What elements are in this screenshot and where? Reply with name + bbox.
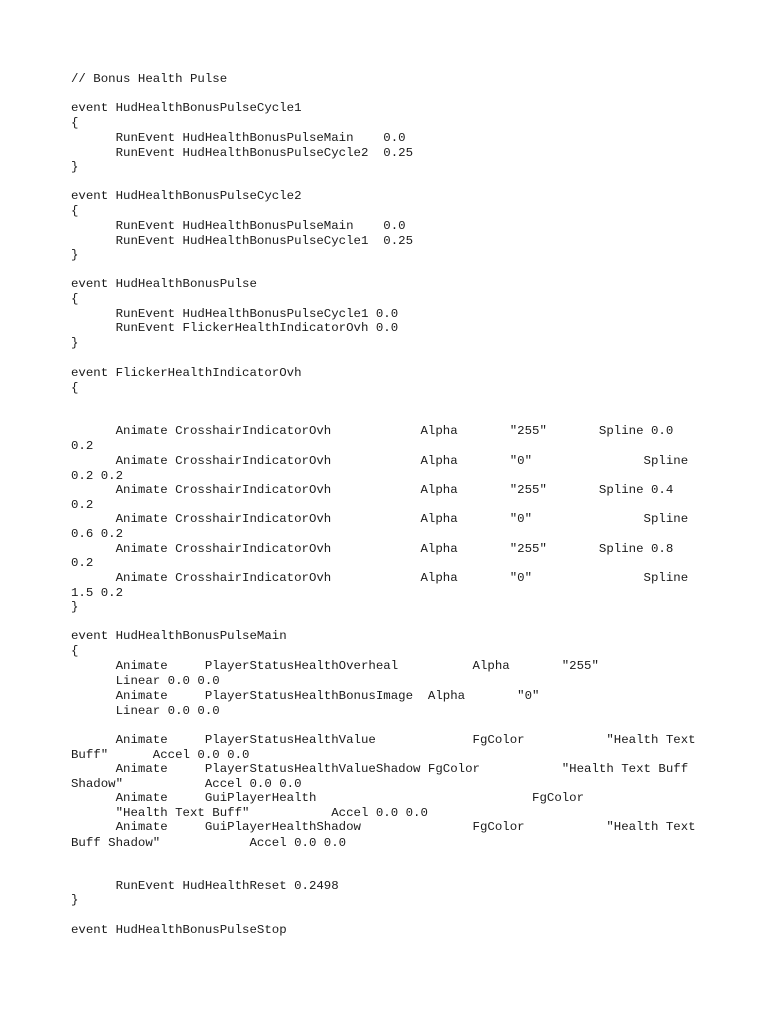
code-line: Animate CrosshairIndicatorOvh Alpha "255" Spline 0.0 <box>71 424 674 438</box>
code-line: event HudHealthBonusPulseCycle1 <box>71 101 302 115</box>
code-line: "Health Text Buff" Accel 0.0 0.0 <box>71 806 428 820</box>
code-line: Animate CrosshairIndicatorOvh Alpha "255" Spline 0.4 <box>71 483 674 497</box>
code-line: 0.2 <box>71 556 94 570</box>
code-line: Animate CrosshairIndicatorOvh Alpha "255" Spline 0.8 <box>71 542 674 556</box>
code-line: RunEvent HudHealthReset 0.2498 <box>71 879 339 893</box>
code-line: Animate PlayerStatusHealthOverheal Alpha "255" <box>71 659 599 673</box>
code-line: { <box>71 644 79 658</box>
code-line: Linear 0.0 0.0 <box>71 674 220 688</box>
code-line: Shadow" Accel 0.0 0.0 <box>71 777 302 791</box>
code-line: Animate CrosshairIndicatorOvh Alpha "0" Spline <box>71 454 689 468</box>
code-line: RunEvent HudHealthBonusPulseCycle2 0.25 <box>71 146 414 160</box>
code-line: event FlickerHealthIndicatorOvh <box>71 366 302 380</box>
code-line: Animate CrosshairIndicatorOvh Alpha "0" Spline <box>71 571 689 585</box>
code-line: event HudHealthBonusPulse <box>71 277 257 291</box>
code-line: Animate GuiPlayerHealthShadow FgColor "Health Text <box>71 820 696 834</box>
code-line: } <box>71 160 79 174</box>
code-line: event HudHealthBonusPulseStop <box>71 923 287 937</box>
code-comment-line: // Bonus Health Pulse <box>71 72 228 86</box>
code-line: event HudHealthBonusPulseMain <box>71 629 287 643</box>
code-line: RunEvent HudHealthBonusPulseCycle1 0.0 <box>71 307 399 321</box>
code-line: 0.2 <box>71 439 94 453</box>
code-line: } <box>71 336 79 350</box>
code-line: } <box>71 893 79 907</box>
code-line: event HudHealthBonusPulseCycle2 <box>71 189 302 203</box>
code-line: Animate GuiPlayerHealth FgColor <box>71 791 585 805</box>
code-line: 0.6 0.2 <box>71 527 124 541</box>
code-line: } <box>71 248 79 262</box>
code-line: RunEvent HudHealthBonusPulseMain 0.0 <box>71 219 406 233</box>
code-line: { <box>71 292 79 306</box>
code-line: { <box>71 116 79 130</box>
code-line: } <box>71 600 79 614</box>
code-line: RunEvent HudHealthBonusPulseMain 0.0 <box>71 131 406 145</box>
code-line: RunEvent FlickerHealthIndicatorOvh 0.0 <box>71 321 399 335</box>
code-line: Buff Shadow" Accel 0.0 0.0 <box>71 836 347 850</box>
code-line: Linear 0.0 0.0 <box>71 704 220 718</box>
code-line: Animate PlayerStatusHealthBonusImage Alpha "0" <box>71 689 540 703</box>
code-line: Animate CrosshairIndicatorOvh Alpha "0" Spline <box>71 512 689 526</box>
code-line: { <box>71 381 79 395</box>
code-line: Buff" Accel 0.0 0.0 <box>71 748 250 762</box>
code-line: 1.5 0.2 <box>71 586 124 600</box>
code-line: { <box>71 204 79 218</box>
code-line: Animate PlayerStatusHealthValueShadow FgColor "Health Text Buff <box>71 762 689 776</box>
code-line: Animate PlayerStatusHealthValue FgColor "Health Text <box>71 733 696 747</box>
code-line: RunEvent HudHealthBonusPulseCycle1 0.25 <box>71 234 414 248</box>
code-line: 0.2 0.2 <box>71 469 124 483</box>
code-line: 0.2 <box>71 498 94 512</box>
